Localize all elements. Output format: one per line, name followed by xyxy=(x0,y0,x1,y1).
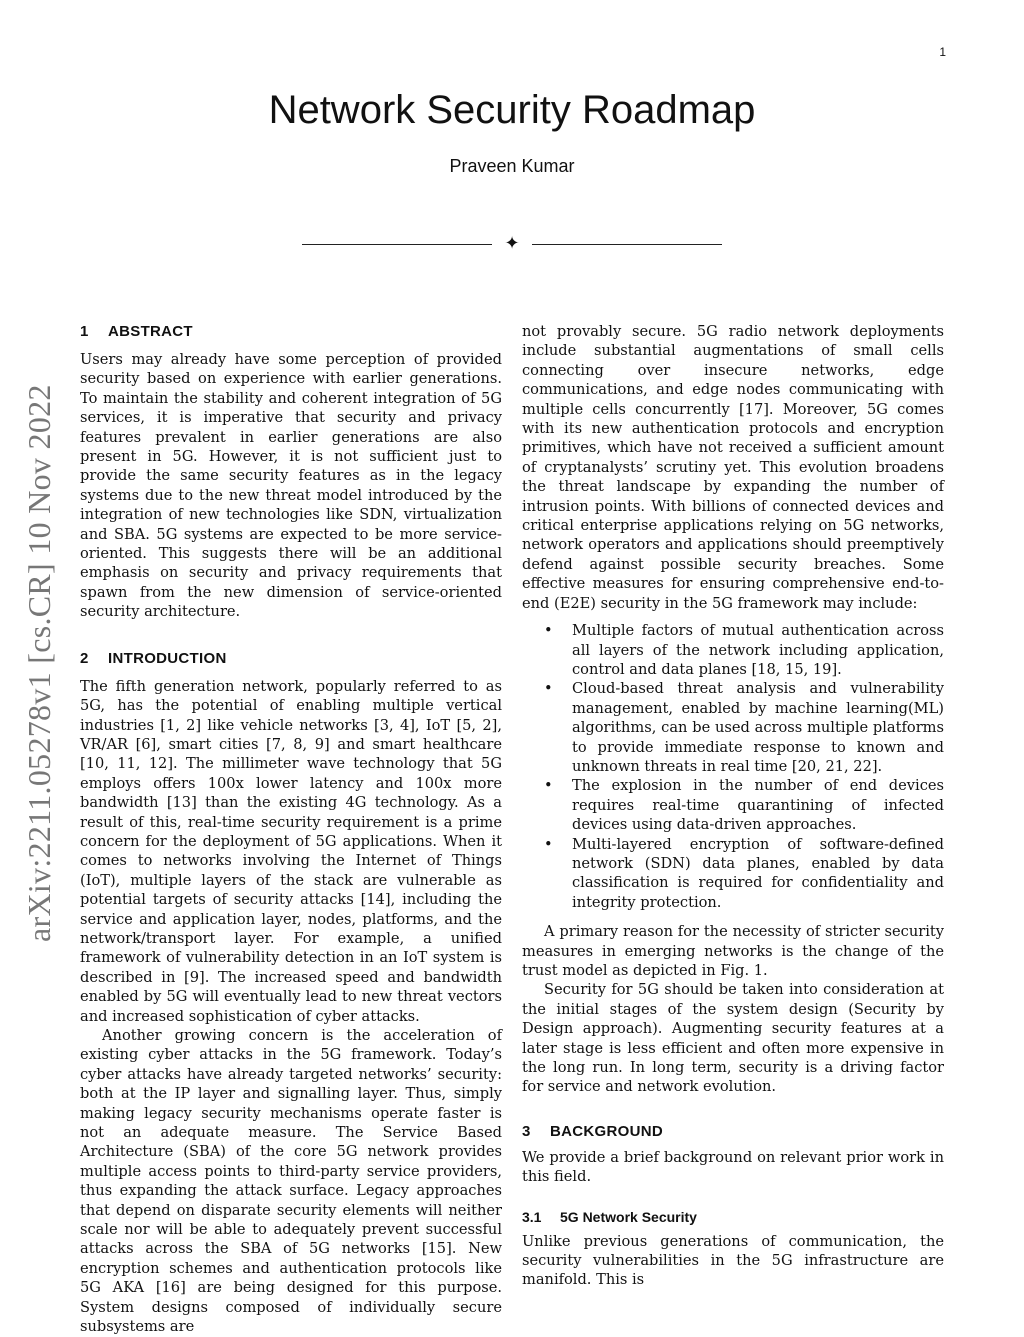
security-measures-list xyxy=(522,621,944,912)
introduction-paragraph: Security for 5G should be taken into consideration at the initial stages of the system design (Security by Design approach). Augmenting security features at a later stage is less efficient and often more expensive in the long run. In long term, security is a driving factor for service and network evolution. xyxy=(522,981,944,1096)
introduction-heading xyxy=(80,649,502,669)
subsection-title: 5G Network Security xyxy=(560,1208,697,1225)
introduction-paragraph: The fifth generation network, popularly referred to as 5G, has the potential of enabling multiple vertical industries [1, 2] like vehicle networks [3, 4], IoT [5, 2], VR/AR [6], smart cities [7, 8, 9] and smart healthcare [10, 11, 12]. The millimeter wave technology that 5G employs offers 100x lower latency and 100x more bandwidth [13] than the existing 4G technology. As a result of this, real-time security requirement is a prime concern for the deployment of 5G applications. When it comes to networks involving the Internet of Things (IoT), multiple layers of the stack are vulnerable as potential targets of security attacks [14], including the service and application layer, nodes, platforms, and the network/transport layer. For example, a unified framework of vulnerability detection in an IoT system is described in [9]. The increased speed and bandwidth enabled by 5G will eventually lead to new threat vectors and increased sophistication of cyber attacks. xyxy=(80,677,502,1025)
list-item: • Multiple factors of mutual authentication across all layers of the network including application, control and data planes [18, 15, 19]. xyxy=(572,621,944,679)
subsection-number: 3.1 xyxy=(522,1208,542,1225)
subsection-heading xyxy=(522,1207,944,1227)
arxiv-identifier: arXiv:2211.05278v1 [cs.CR] 10 Nov 2022 xyxy=(21,384,57,942)
star-ornament-icon: ✦ xyxy=(504,233,520,254)
section-number: 1 xyxy=(80,323,89,340)
list-item: • Multi-layered encryption of software-defined network (SDN) data planes, enabled by data classification is required for confidentiality and integrity protection. xyxy=(572,835,944,913)
subsection-text: Unlike previous generations of communication, the security vulnerabilities in the 5G infrastructure are manifold. This is xyxy=(522,1232,944,1289)
introduction-paragraph: not provably secure. 5G radio network deployments include substantial augmentations of small cells connecting over insecure networks, edge communications, and edge nodes communicating with multiple cells concurrently [17]. Moreover, 5G comes with its new authentication protocols and encryption primitives, which have not received a sufficient amount of cryptanalysts’ scrutiny yet. This evolution broadens the threat landscape by expanding the number of intrusion points. With billions of connected devices and critical enterprise applications relying on 5G networks, network operators and applications should preemptively defend against possible security breaches. Some effective measures for ensuring comprehensive end-to-end (E2E) security in the 5G framework may include: xyxy=(522,323,944,612)
section-number: 2 xyxy=(80,649,89,667)
section-title: INTRODUCTION xyxy=(108,649,227,667)
title-divider-left xyxy=(302,244,492,245)
section-title: ABSTRACT xyxy=(108,323,193,340)
right-column xyxy=(522,322,944,1290)
paper-title: Network Security Roadmap xyxy=(268,88,756,132)
background-heading xyxy=(522,1122,944,1142)
abstract-text: Users may already have some perception of provided security based on experience with earlier generations. To maintain the stability and coherent integration of 5G services, it is imperative that security and privacy features prevalent in earlier generations are also present in 5G. However, it is not sufficient just to provide the same security features as in the legacy systems due to the new threat model introduced by the integration of new technologies like SDN, virtualization and SBA. 5G systems are expected to be more service-oriented. This suggests there will be an additional emphasis on security and privacy requirements that spawn from the new dimension of service-oriented security architecture. xyxy=(80,351,502,621)
section-title: BACKGROUND xyxy=(550,1122,663,1140)
section-number: 3 xyxy=(522,1122,531,1140)
background-text: We provide a brief background on relevant prior work in this field. xyxy=(522,1148,944,1186)
title-divider-right xyxy=(532,244,722,245)
list-item: • Cloud-based threat analysis and vulnerability management, enabled by machine learning(ML) algorithms, can be used across multiple platforms to provide immediate response to known and unknown threats in real time [20, 21, 22]. xyxy=(572,679,944,776)
list-item: • The explosion in the number of end devices requires real-time quarantining of infected devices using data-driven approaches. xyxy=(572,776,944,834)
introduction-paragraph: Another growing concern is the acceleration of existing cyber attacks in the 5G framework. Today’s cyber attacks have already targeted networks’ security: both at the IP layer and signalling layer. Thus, simply making legacy security mechanisms operate faster is not an adequate measure. The Service Based Architecture (SBA) of the core 5G network provides multiple access points to third-party service providers, thus expanding the attack surface. Legacy approaches that depend on disparate security elements will neither scale nor will be able to adequately prevent successful attacks across the SBA of 5G networks [15]. New encryption schemes and authentication protocols like 5G AKA [16] are being designed for this purpose. System designs composed of individually secure subsystems are xyxy=(80,1027,502,1336)
left-column xyxy=(80,322,502,1337)
abstract-heading xyxy=(80,322,502,342)
page-number: 1 xyxy=(939,45,946,59)
author-name: Praveen Kumar xyxy=(449,156,575,176)
introduction-paragraph: A primary reason for the necessity of stricter security measures in emerging networks is the change of the trust model as depicted in Fig. 1. xyxy=(522,923,944,979)
